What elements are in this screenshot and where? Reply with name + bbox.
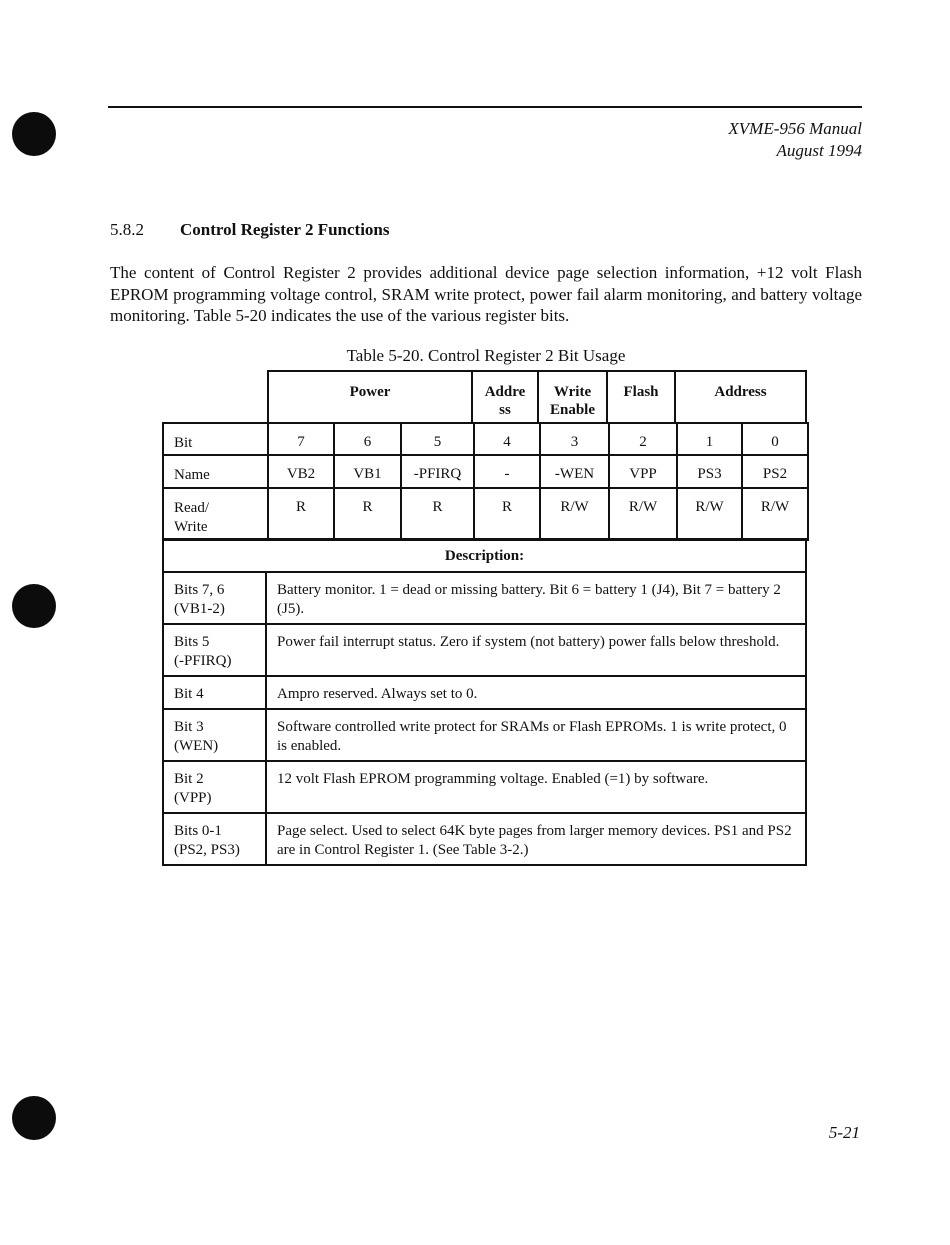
table-row <box>163 676 806 709</box>
group-label: Addre <box>484 384 526 400</box>
group-label: Write <box>553 384 592 400</box>
table-cell: 6 <box>334 423 401 455</box>
row-label: Bit <box>163 423 268 455</box>
bit-description: Power fail interrupt status. Zero if system (not battery) power falls below threshold. <box>266 624 806 676</box>
bit-usage-table <box>162 422 809 541</box>
bit-label <box>163 624 266 676</box>
bit-label-line: (VPP) <box>174 790 212 806</box>
group-label: Address <box>714 384 767 400</box>
group-label: Power <box>349 384 391 400</box>
table-cell: VPP <box>609 455 677 488</box>
table-cell: VB1 <box>334 455 401 488</box>
bit-description: Battery monitor. 1 = dead or missing battery. Bit 6 = battery 1 (J4), Bit 7 = battery 2 (J5). <box>266 572 806 624</box>
table-row <box>163 709 806 761</box>
table-cell: R/W <box>742 488 808 540</box>
table-row <box>163 572 806 624</box>
bit-label-line: (PS2, PS3) <box>174 842 240 858</box>
manual-title: XVME-956 Manual <box>728 119 862 138</box>
group-header-power <box>267 370 473 422</box>
bit-label-line: Bits 7, 6 <box>174 582 225 598</box>
table-row <box>163 624 806 676</box>
group-header-write-enable <box>539 370 608 422</box>
table-cell: 3 <box>540 423 609 455</box>
description-header: Description: <box>163 539 806 572</box>
group-label: Enable <box>549 402 595 418</box>
bit-label <box>163 761 266 813</box>
row-label-line: Read/ <box>174 500 209 516</box>
table-cell: R/W <box>677 488 742 540</box>
table-cell: PS2 <box>742 455 808 488</box>
group-label: Flash <box>623 384 659 400</box>
binder-hole <box>12 112 56 156</box>
bit-label <box>163 709 266 761</box>
bit-label <box>163 813 266 865</box>
bit-label-line: (-PFIRQ) <box>174 653 232 669</box>
group-header-flash <box>608 370 676 422</box>
page-number: 5-21 <box>828 1123 860 1142</box>
table-cell: R/W <box>540 488 609 540</box>
table-cell: 4 <box>474 423 540 455</box>
table-cell: 2 <box>609 423 677 455</box>
group-label: ss <box>499 402 511 418</box>
row-label: Name <box>163 455 268 488</box>
bit-label: Bit 4 <box>163 676 266 709</box>
table-cell: R <box>334 488 401 540</box>
table-cell: R/W <box>609 488 677 540</box>
table-cell: R <box>401 488 474 540</box>
bit-label-line: Bits 0-1 <box>174 823 222 839</box>
bit-label-line: Bit 2 <box>174 771 204 787</box>
table-cell: -WEN <box>540 455 609 488</box>
table-row <box>163 813 806 865</box>
table-cell: PS3 <box>677 455 742 488</box>
table-cell: - <box>474 455 540 488</box>
bit-label-line: (WEN) <box>174 738 219 754</box>
table-cell: R <box>268 488 334 540</box>
row-label-line: Write <box>174 519 208 535</box>
table-caption: Table 5-20. Control Register 2 Bit Usage <box>346 346 626 365</box>
bit-label-line: Bit 3 <box>174 719 204 735</box>
manual-date: August 1994 <box>776 141 862 160</box>
row-label <box>163 488 268 540</box>
group-header-address-2 <box>676 370 807 422</box>
bit-description: Page select. Used to select 64K byte pages from larger memory devices. PS1 and PS2 are in Control Register 1. (See Table 3-2.) <box>266 813 806 865</box>
bit-label-line: Bits 5 <box>174 634 210 650</box>
bit-description: Software controlled write protect for SRAMs or Flash EPROMs. 1 is write protect, 0 is enabled. <box>266 709 806 761</box>
bit-description: Ampro reserved. Always set to 0. <box>266 676 806 709</box>
table-cell: 0 <box>742 423 808 455</box>
table-cell: -PFIRQ <box>401 455 474 488</box>
header-rule <box>108 106 862 108</box>
binder-hole <box>12 584 56 628</box>
bit-label <box>163 572 266 624</box>
bit-label-line: (VB1-2) <box>174 601 225 617</box>
running-header <box>728 118 862 162</box>
table-cell: VB2 <box>268 455 334 488</box>
description-table <box>162 538 807 866</box>
section-title: Control Register 2 Functions <box>180 220 390 239</box>
table-row <box>163 761 806 813</box>
table-cell: R <box>474 488 540 540</box>
section-number: 5.8.2 <box>110 220 144 239</box>
bit-description: 12 volt Flash EPROM programming voltage. Enabled (=1) by software. <box>266 761 806 813</box>
table-row-name <box>163 455 808 488</box>
table-cell: 7 <box>268 423 334 455</box>
table-cell: 1 <box>677 423 742 455</box>
table-row-bit <box>163 423 808 455</box>
table-cell: 5 <box>401 423 474 455</box>
table-row-read-write <box>163 488 808 540</box>
intro-paragraph: The content of Control Register 2 provides additional device page selection information, +12 volt Flash EPROM programming voltage control, SRAM write protect, power fail alarm monitoring, and battery voltage monitoring. Table 5-20 indicates the use of the various register bits. <box>110 263 862 325</box>
section-heading <box>110 220 390 240</box>
description-header-row <box>163 539 806 572</box>
group-header-address <box>473 370 539 422</box>
binder-hole <box>12 1096 56 1140</box>
